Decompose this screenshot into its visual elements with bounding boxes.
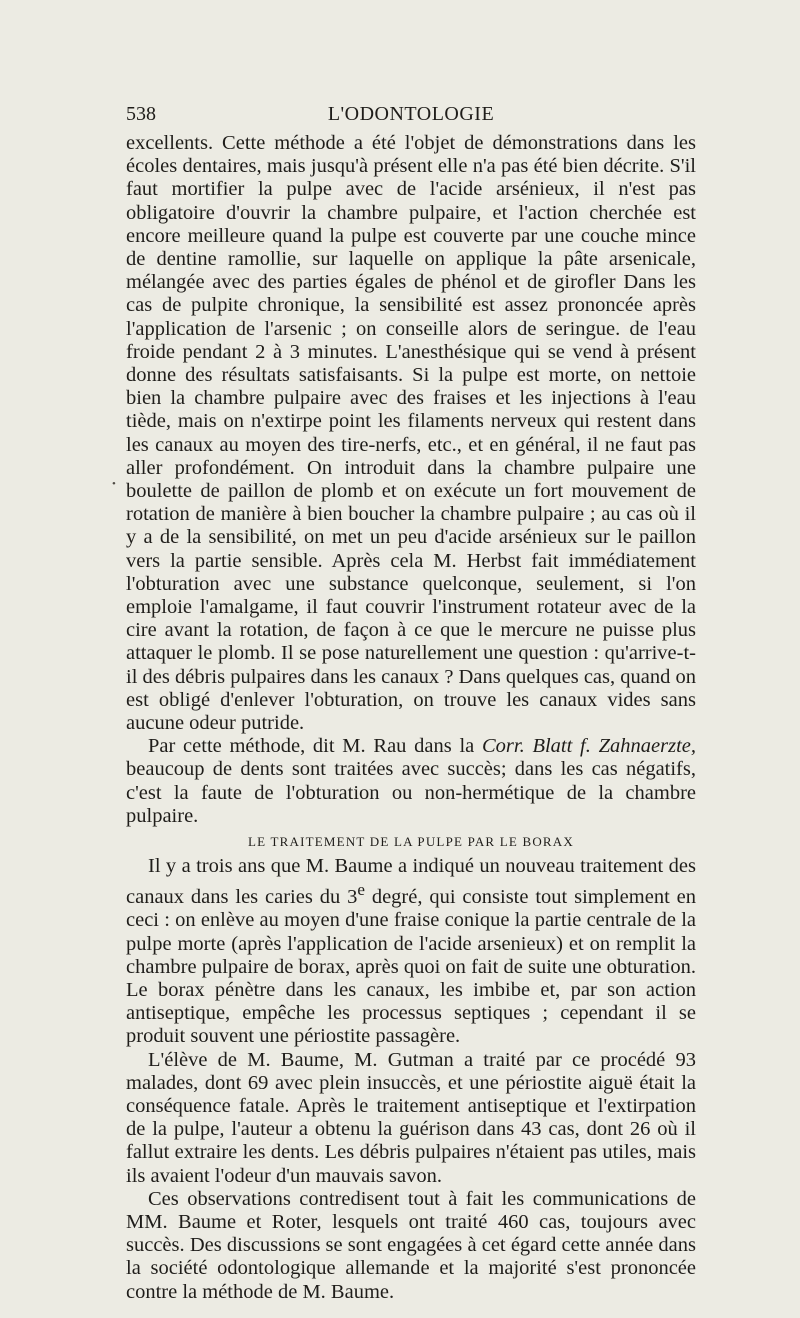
superscript-e: e xyxy=(357,880,365,900)
margin-dot-mark: • xyxy=(112,478,116,490)
paragraph-baume-text-end: degré, qui consiste tout simplement en ceci : on enlève au moyen d'une fraise conique la partie centrale de la pulpe morte (après l'application de l'acide arsenieux) et on remplit la chambre pulpaire de borax, après quoi on fait de suite une obturation. Le borax pénètre dans les canaux, les imbibe et, par son action antiseptique, empêche les processus septiques ; cependant il se produit souvent une périostite passagère. xyxy=(126,886,696,1048)
running-title: L'ODONTOLOGIE xyxy=(327,103,495,125)
paragraph-baume-text-start: Il y a trois ans que M. Baume a indiqué un nouveau traitement des canaux dans les caries du 3 xyxy=(126,855,696,909)
body-text xyxy=(126,132,696,1304)
paragraph-observations: Ces observations contredisent tout à fait les communications de MM. Baume et Roter, lesquels ont traité 460 cas, toujours avec succès. Des discussions se sont engagées à cet égard cette année dans la société odontologique allemande et la majorité s'est prononcée contre la méthode de M. Baume. xyxy=(126,1187,696,1303)
running-head xyxy=(126,100,696,130)
paragraph-baume xyxy=(126,855,696,1048)
paragraph-rau-text-end: beaucoup de dents sont traitées avec succès; dans les cas négatifs, c'est la faute de l'obturation ou non-hermétique de la chambre pulpaire. xyxy=(126,758,696,827)
paragraph-gutman: L'élève de M. Baume, M. Gutman a traité par ce procédé 93 malades, dont 69 avec plein insuccès, et une périostite aiguë était la conséquence fatale. Après le traitement antiseptique et l'extirpation de la pulpe, l'auteur a obtenu la guérison dans 43 cas, dont 26 où il fallut extraire les dents. Les débris pulpaires n'étaient pas utiles, mais ils avaient l'odeur d'un mauvais savon. xyxy=(126,1048,696,1187)
paragraph-rau xyxy=(126,735,696,828)
paragraph-continued: excellents. Cette méthode a été l'objet de démonstrations dans les écoles dentaires, mais jusqu'à présent elle n'a pas été bien décrite. S'il faut mortifier la pulpe avec de l'acide arsénieux, il n'est pas obligatoire d'ouvrir la chambre pulpaire, et l'action cherchée est encore meilleure quand la pulpe est couverte par une couche mince de dentine ramollie, sur laquelle on applique la pâte arsenicale, mélangée avec des parties égales de phénol et de girofler Dans les cas de pulpite chronique, la sensibilité est assez prononcée après l'application de l'arsenic ; on conseille alors de seringue. de l'eau froide pendant 2 à 3 minutes. L'anesthésique qui se vend à présent donne des résultats satisfaisants. Si la pulpe est morte, on nettoie bien la chambre pulpaire avec des fraises et les injections à l'eau tiède, mais on n'extirpe point les filaments nerveux qui restent dans les canaux au moyen des tire-nerfs, etc., et en général, il ne faut pas aller profondément. On introduit dans la chambre pulpaire une boulette de paillon de plomb et on exécute un fort mouvement de rotation de manière à bien boucher la chambre pulpaire ; au cas où il y a de la sensibilité, on met un peu d'acide arsénieux sur le paillon vers la partie sensible. Après cela M. Herbst fait immédiatement l'obturation avec une substance quelconque, seulement, si l'on emploie l'amalgame, il faut couvrir l'instrument rotateur avec de la cire avant la rotation, de façon à ce que le mercure ne puisse plus attaquer le plomb. Il se pose naturellement une question : qu'arrive-t-il des débris pulpaires dans les canaux ? Dans quelques cas, quand on est obligé d'enlever l'obturation, on trouve les canaux vides sans aucune odeur putride. xyxy=(126,132,696,735)
section-heading: LE TRAITEMENT DE LA PULPE PAR LE BORAX xyxy=(248,834,574,850)
journal-title: Corr. Blatt f. Zahnaerzte, xyxy=(482,735,696,758)
paragraph-rau-text-start: Par cette méthode, dit M. Rau dans la xyxy=(148,735,482,758)
page-number: 538 xyxy=(126,103,156,125)
